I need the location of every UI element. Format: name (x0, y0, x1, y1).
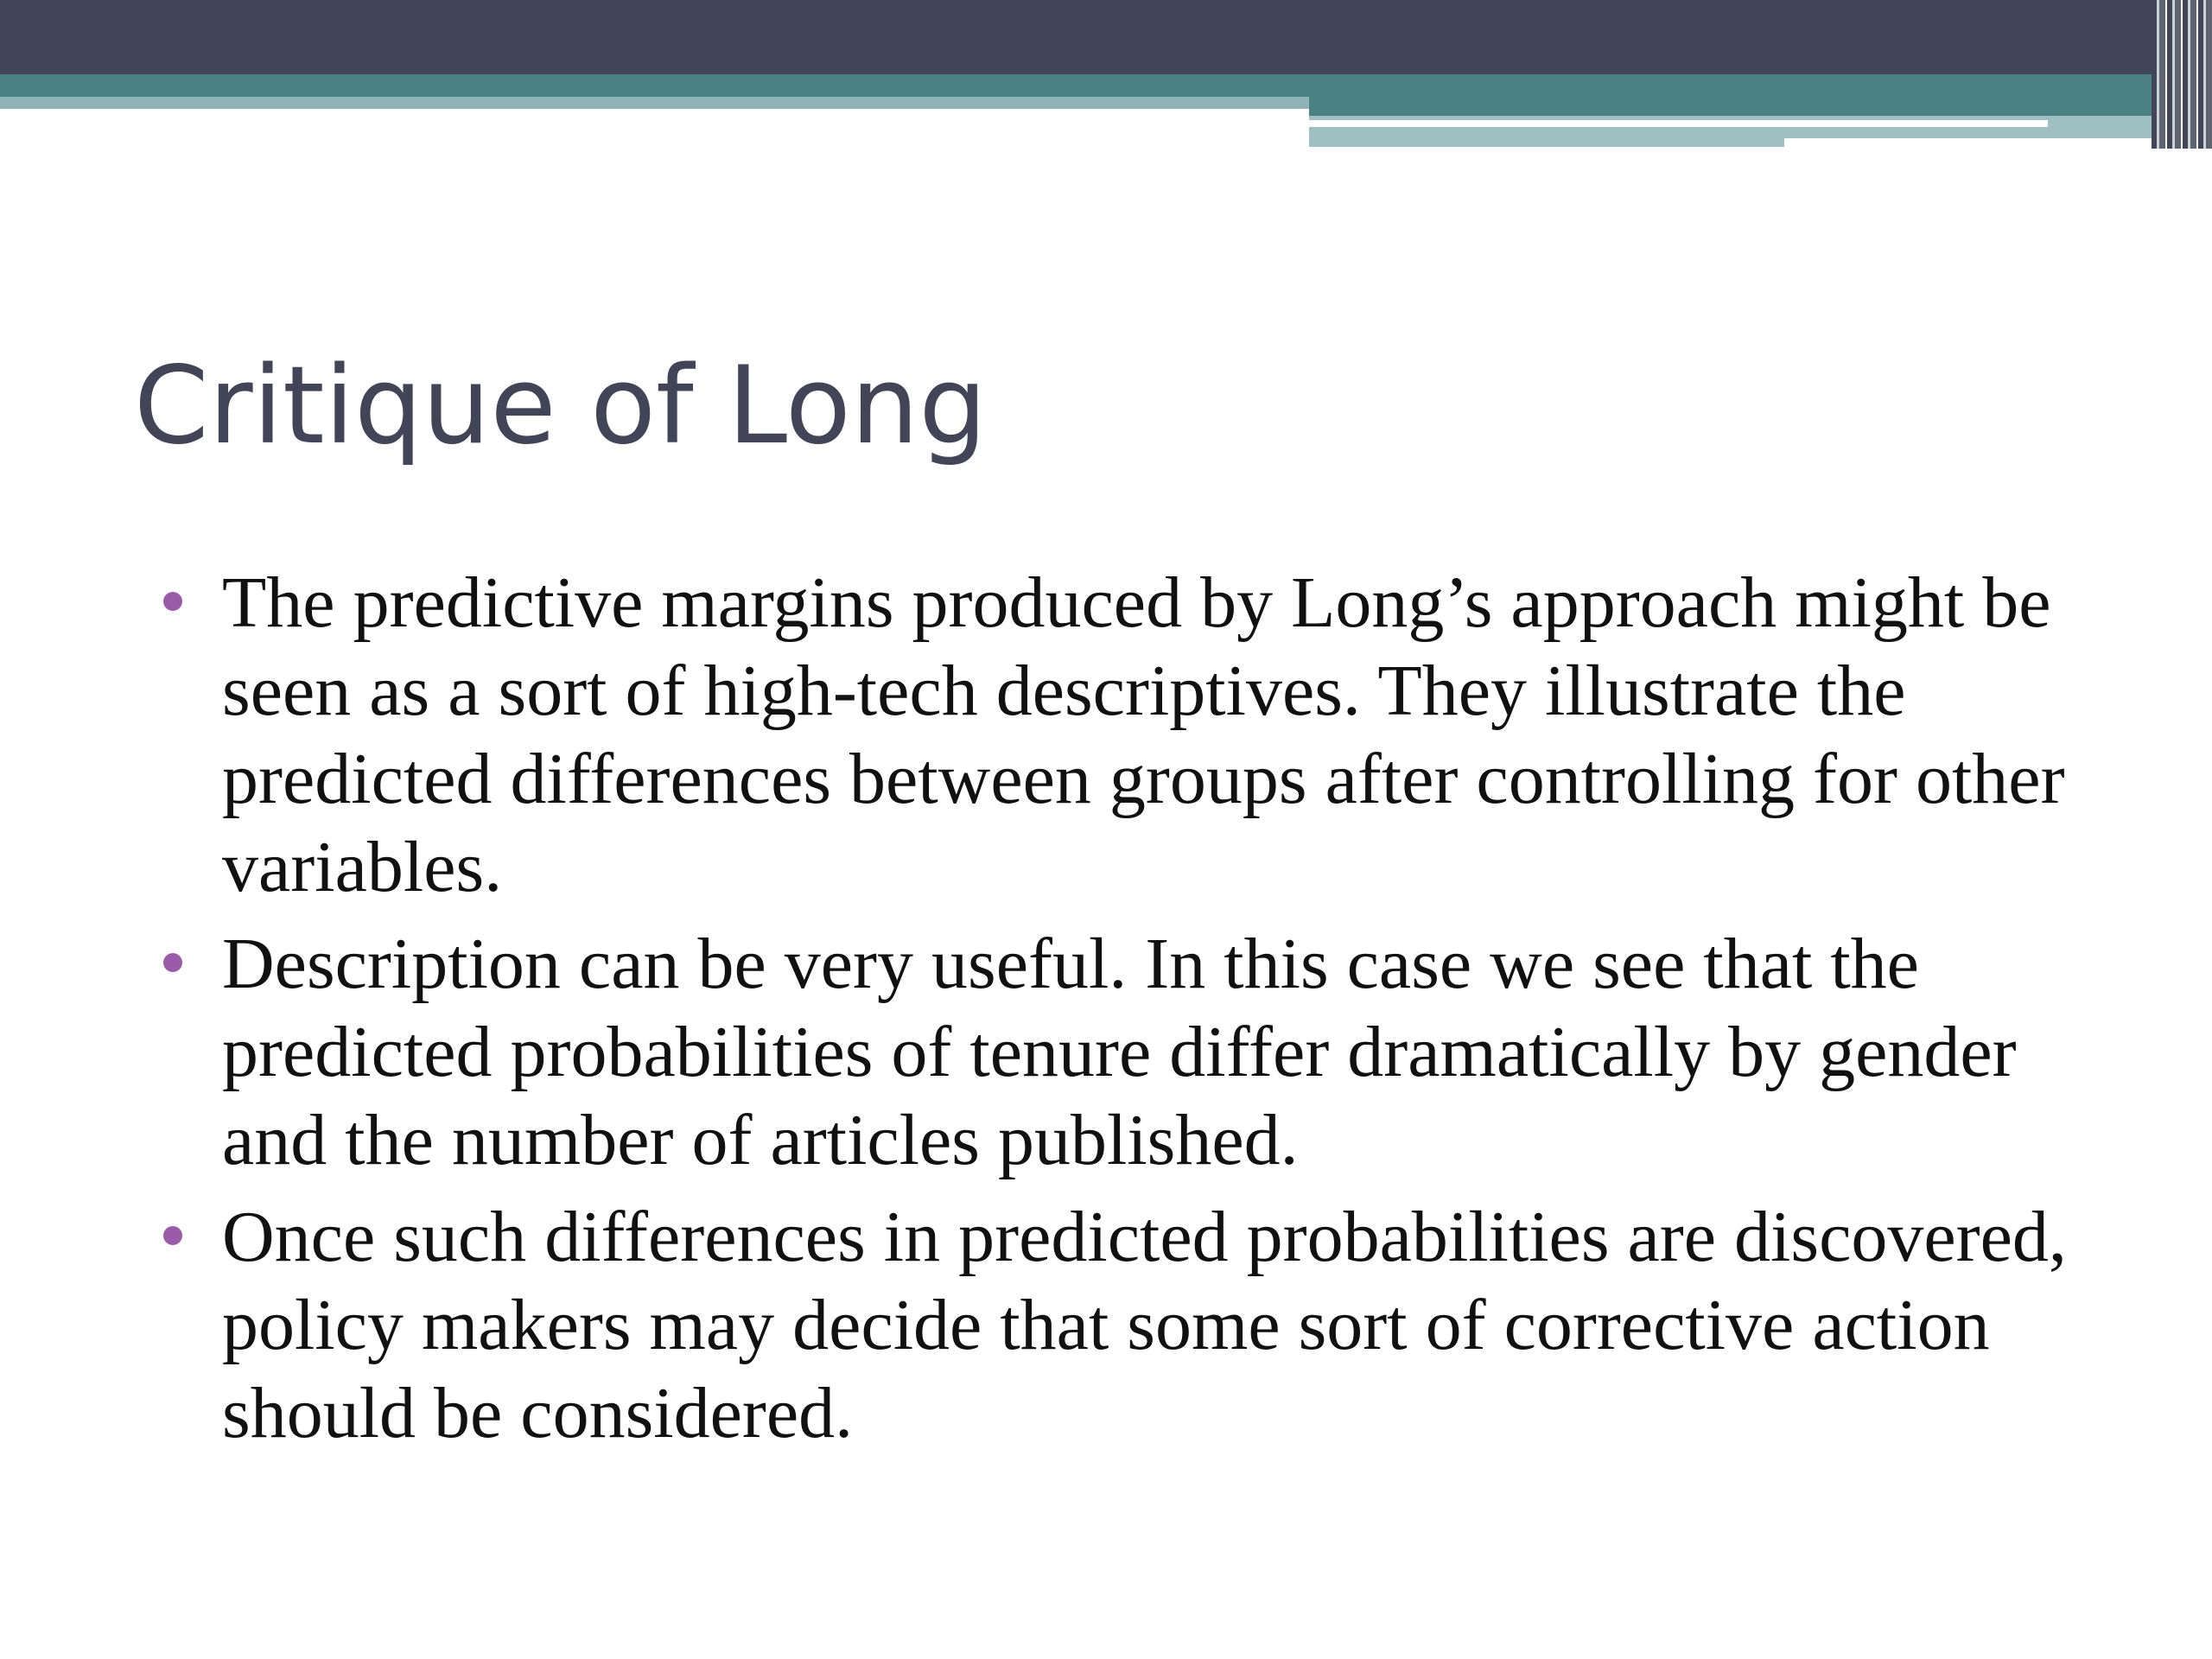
bullet-list (160, 559, 2095, 1466)
bullet-dot-icon (163, 1226, 182, 1245)
bullet-dot-icon (163, 953, 182, 972)
bullet-item (160, 559, 2095, 912)
bullet-item (160, 1193, 2095, 1458)
header-band-dark (0, 0, 2212, 74)
header-accent-line (1309, 120, 2048, 127)
header-band-light-left (0, 97, 1309, 109)
header-edge-stripes (2152, 0, 2212, 149)
bullet-text: The predictive margins produced by Long’s approach might be seen as a sort of high-tech descriptives. They illustrate the predicted differences between groups after controlling for other variables. (222, 563, 2065, 907)
bullet-text: Description can be very useful. In this case we see that the predicted probabilities of tenure differ dramatically by gender and the number of articles published. (222, 924, 2017, 1180)
bullet-dot-icon (163, 592, 182, 611)
header-accent-line-short (1784, 138, 2212, 147)
header-band-teal (0, 74, 2212, 97)
bullet-item (160, 920, 2095, 1185)
header-band-teal-right (1309, 97, 2212, 116)
bullet-text: Once such differences in predicted probabilities are discovered, policy makers may decide that some sort of corrective action should be considered. (222, 1197, 2067, 1453)
slide-title: Critique of Long (134, 344, 988, 468)
